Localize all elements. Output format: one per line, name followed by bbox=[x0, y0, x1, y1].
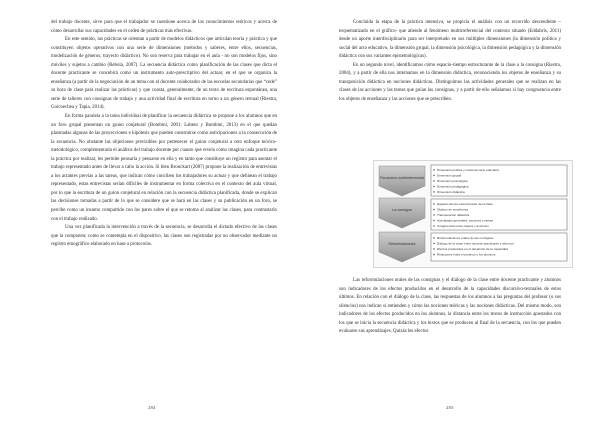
bullet-icon bbox=[433, 225, 434, 226]
level-1-item: Dimensión didáctica bbox=[437, 190, 465, 194]
paragraph: En este sentido, las prácticas se orientan a partir de modelos didácticos que articulan teoría y práctica y que constituyen objetos operativos con una serie de dimensiones (métodos y saberes, entre ellos, secuencias, modelización de géneros, trayecto didáctico). No son reserva para trabajar en el aula - no son modelos fijos, sino móviles y sujetos a cambio (Rebola, 2007). La secuencia didáctica como planificación de las clases que dicta el docente practicante se concebirá como un instrumento auto-prescriptivo del actuar, en el que se organiza la enseñanza (a partir de la negociación de un tema con el docente colaborador de las escuelas secundarias que “cede” su hora de clase para realizar las prácticas) y que consta, generalmente, de un texto de escritura espontánea, una serie de talleres con consignas de trabajo y una actividad final de escritura en torno a un género textual (Riestra, Goicoechea y Tapia, 2014). bbox=[51, 37, 277, 111]
page-number: 285 bbox=[446, 405, 454, 410]
bullet-icon bbox=[433, 169, 434, 170]
paragraph: En un segundo nivel, identificamos cómo espacio-tiempo estructurante de la clase a la consigna (Riestra, 2004), y a partir de ella nos internamos en la dimensión didáctica, reconociendo los objetos de enseñanza y su transposición didáctica en nociones didácticas. Distinguimos las actividades generales que se realizan en las clases de las acciones y las tareas que guían las consignas, y a partir de ello señalamos si hay congruencia entre los objetos de enseñanza y las acciones que se prescriben. bbox=[339, 62, 561, 102]
level-3-item: Efectos producidos en el desarrollo de la capacidad bbox=[437, 247, 508, 251]
right-page-text-column-top bbox=[339, 19, 561, 104]
level-1-label: Fenómeno multirreferencial bbox=[380, 176, 424, 180]
right-page-text-column-bottom bbox=[339, 277, 561, 337]
bullet-icon bbox=[433, 209, 434, 210]
paragraph: Una vez planificada la intervención a través de la secuencia, se desarrolla el dictado efectivo de las clases que la componen; como se contempla en el dispositivo, las clases son registradas por un observador mediante un registro etnográfico elaborado en base a protocolos. bbox=[51, 225, 277, 248]
bullet-icon bbox=[433, 180, 434, 181]
level-3-item: Diálogo de la clase entre docente practicante y alumnos bbox=[437, 241, 514, 246]
level-2-label: La consigna bbox=[392, 208, 412, 212]
bullet-icon bbox=[433, 254, 434, 255]
level-1-item: Dimensión pedagógica bbox=[437, 184, 469, 189]
bullet-icon bbox=[433, 186, 434, 187]
level-2-item: Congruencia entre objetos y acciones bbox=[437, 224, 489, 228]
level-3-item: Relaciones entre el profesor y los alumnos bbox=[437, 252, 496, 257]
bullet-icon bbox=[433, 191, 434, 192]
bullet-icon bbox=[433, 203, 434, 204]
level-2-item: Actividades generales, acciones y tareas bbox=[437, 218, 494, 223]
level-3-label: Reformulaciones bbox=[388, 242, 416, 246]
bullet-icon bbox=[433, 243, 434, 244]
level-3-item: Reformulaciones orales de las consignas bbox=[437, 236, 494, 240]
level-1-item: Dimensión grupal bbox=[437, 173, 462, 178]
bullet-icon bbox=[433, 214, 434, 215]
page-number: 284 bbox=[148, 405, 156, 410]
left-page-text-column bbox=[51, 19, 277, 250]
bullet-icon bbox=[433, 237, 434, 238]
paragraph: Concluida la etapa de la práctica intensiva, se propicia el análisis con un recorrido descendente –esquematizado en el gráfico- que atiende al fenómeno multirreferencial del contexto situado (Eddabris, 2011) desde un aporte interdisciplinario para ser interpretado en sus múltiples dimensiones (la dimensión política y social del acto educativo, la dimensión grupal, la dimensión psicológica, la dimensión pedagógica y la dimensión didáctica con sus variantes epistemológicas). bbox=[339, 20, 561, 60]
level-2-item: Objetos de enseñanza bbox=[437, 207, 468, 212]
level-1-item: Dimensión psicológica bbox=[437, 179, 468, 183]
bullet-icon bbox=[433, 220, 434, 221]
bullet-icon bbox=[433, 175, 434, 176]
paragraph: Las reformulaciones orales de las consignas y el diálogo de la clase entre docente practicante y alumnos son indicadores de los efectos producidos en el desarrollo de la capacidades discursivo-textuales de estos últimos. En relación con el diálogo de la clase, las respuestas de los alumnos a las preguntas del profesor (o sus silencios) nos indican si entienden y cómo las nociones teóricas y las nociones didácticas. Del mismo modo, son indicadores de los efectos producidos en los alumnos, la distancia entre los textos de instrucción apostados con los que se inicia la secuencia didáctica y los textos que se producen al final de la secuencia, con los que pueden evaluarse sus aprendizajes. Quizás les efectos bbox=[339, 278, 561, 335]
bullet-icon bbox=[433, 248, 434, 249]
right-page bbox=[300, 0, 600, 424]
level-2-item: Espacio-tiempo estructurante de la clase bbox=[437, 202, 493, 206]
analysis-diagram bbox=[373, 160, 573, 268]
paragraph: En forma paralela a la tarea individual de planificar la secuencia didáctica se propone a los alumnos que en un foro grupal presentan un guion conjetural (Bombini, 2001; Labeur y Bombini, 2013) en el que quedan plasmadas algunas de las proyecciones e hipótesis que pueden construirse como anticipaciones a la consecución de la secuencia. No obstante las objeciones previsibles por pertenecer el guion conjetural a otro enfoque teórico-metodológico, complementaría el análisis del trabajo docente por cuanto que revela cómo imagina cada practicante la práctica por realizar, les permite pensarla y pensarse en ella y en tanto que constituye un registro para asentar el trabajo representado antes de llevar a cabo la acción. Si bien Bronckart (2007) propone la realización de entrevistas a los actantes previas a las tareas, que indican cómo conciben los trabajadores su actuar y que delinean el trabajo representado, estas entrevistas serían difíciles de instrumentar en forma colectiva en el contexto del aula virtual, por lo que la escritura de un guion conjetural en relación con la secuencia didáctica planificada, donde se explican las decisiones tomadas a partir de lo que se considere que se hará en las clases y su publicación en un foro, se percibe como un insumo compartido con los pares sobre el que se retoma al analizar las clases, para contrastarlo con el trabajo realizado. bbox=[51, 114, 277, 222]
level-1-item: Dimensión política y social del acto educativo bbox=[437, 168, 500, 172]
paragraph: del trabajo docente, sirve para que el trabajador se cuestione acerca de los conocimientos teóricos y acerca de cómo desarrollar sus capacidades en el orden de prácticas más efectivas. bbox=[51, 20, 277, 34]
analysis-diagram-svg bbox=[373, 160, 573, 268]
level-2-item: Transposición didáctica bbox=[437, 213, 470, 217]
